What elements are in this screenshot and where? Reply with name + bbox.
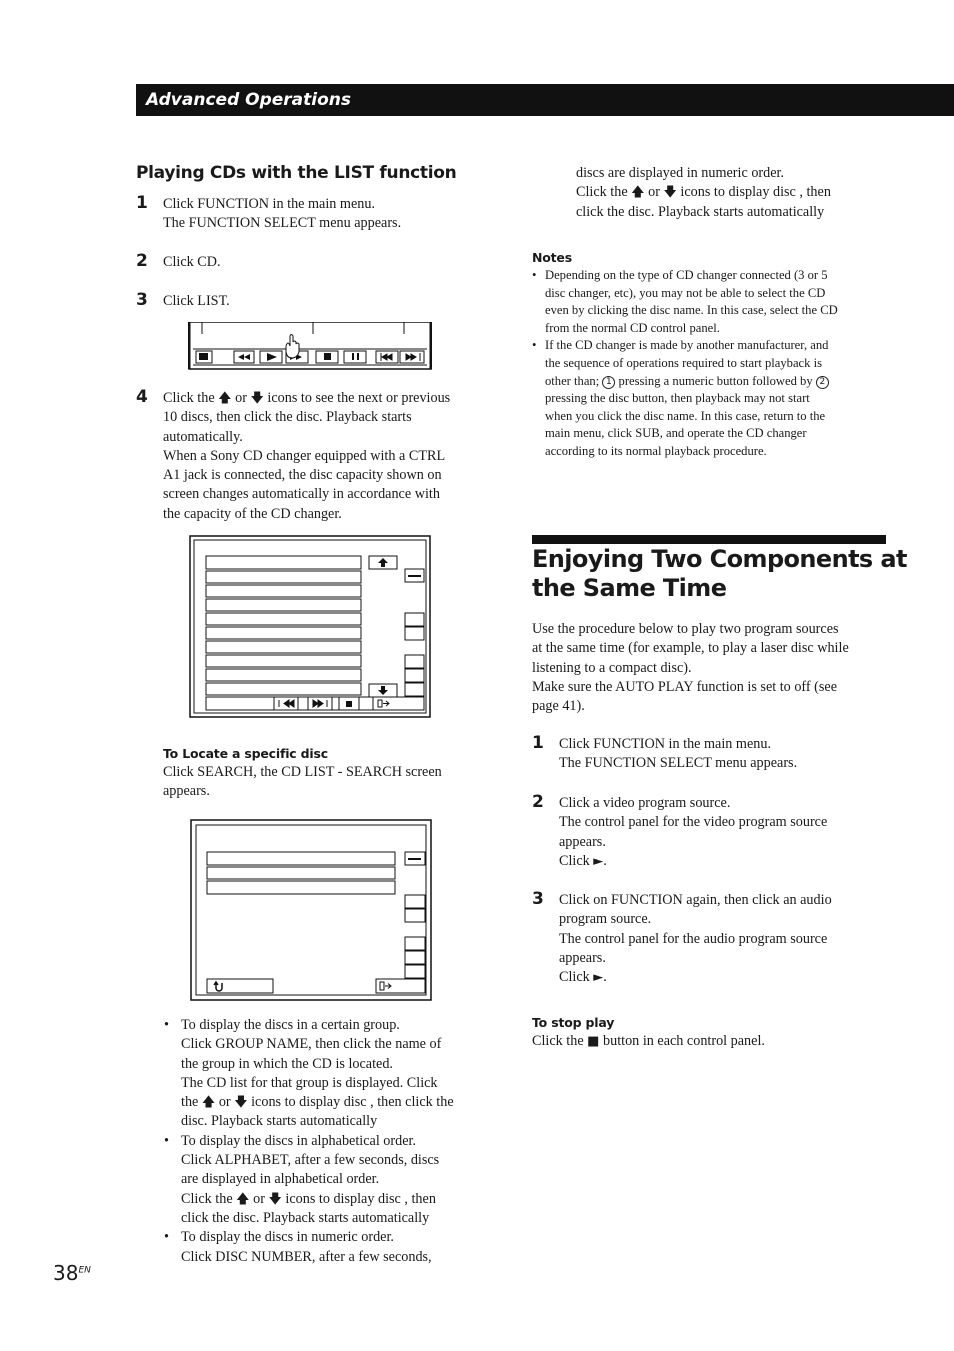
down-arrow-icon: 🡇: [250, 391, 264, 406]
bullet-continuation: discs are displayed in numeric order. Click the 🡅 or 🡇 icons to display disc , then click the disc. Playback starts automatically: [576, 165, 831, 220]
down-arrow-icon: 🡇: [663, 185, 677, 201]
step-text: Click FUNCTION in the main menu. The FUNCTION SELECT menu appears.: [559, 736, 798, 772]
step-number: 2: [532, 792, 544, 812]
step-text: Click LIST.: [163, 293, 230, 309]
bullet-list-group: • To display the discs in a certain group. Click GROUP NAME, then click the name of the group in which the CD is located. The CD list for that group is displayed. Click the 🡅 or 🡇 icons to display disc , then click the disc. Playback starts automatically • To display the discs in alphabetical order. Click ALPHABET, after a few seconds, discs are displayed in alphabetical order. Click the 🡅 or 🡇 icons to display disc , then click the disc. Playback starts automatically • To display the discs in numeric order. Click DISC NUMBER, after a few seconds,: [164, 1017, 454, 1265]
step-text: Click FUNCTION in the main menu. The FUNCTION SELECT menu appears.: [163, 196, 402, 232]
step-number: 3: [136, 290, 148, 310]
step-number: 2: [136, 251, 148, 271]
play-icon: ►: [593, 853, 604, 869]
list-function-heading: Playing CDs with the LIST function: [136, 163, 457, 183]
step-text: Click the 🡅 or 🡇 icons to see the next or previous 10 discs, then click the disc. Playback starts automatically. When a Sony CD changer equipped with a CTRL A1 jack is connected, the disc capacity shown on screen changes automatically in accordance with the capacity of the CD changer.: [163, 390, 451, 522]
down-arrow-icon: 🡇: [234, 1095, 248, 1111]
step-text: Click on FUNCTION again, then click an audio program source. The control panel for the audio program source appears. Click ►.: [559, 892, 832, 986]
cd-control-panel-illustration: [188, 322, 432, 370]
up-arrow-icon: 🡅: [218, 391, 232, 406]
section-rule: [532, 535, 886, 544]
up-arrow-icon: 🡅: [201, 1095, 216, 1111]
circled-number-one: 1: [602, 376, 615, 389]
notes-list: • Depending on the type of CD changer connected (3 or 5 disc changer, etc), you may not be able to select the CD even by clicking the disc name. In this case, select the CD from the normal CD control panel. • If the CD changer is made by another manufacturer, and the sequence of operations required to start playback is other than; 1 pressing a numeric button followed by 2 pressing the disc button, then playback may not start when you click the disc name. In this case, return to the main menu, click SUB, and operate the CD changer according to its normal playback procedure.: [532, 268, 838, 458]
play-icon: ►: [593, 970, 604, 986]
section-header-title: Advanced Operations: [146, 90, 352, 110]
locate-disc-heading: To Locate a specific disc: [163, 746, 328, 761]
section-intro: Use the procedure below to play two program sources at the same time (for example, to play a laser disc while listening to a compact disc). Make sure the AUTO PLAY function is set to off (see page 41).: [532, 621, 849, 715]
step-text: Click CD.: [163, 254, 221, 270]
stop-icon: ■: [587, 1034, 600, 1049]
cd-list-search-screen-illustration: [190, 819, 432, 1001]
down-arrow-icon: 🡇: [268, 1191, 282, 1207]
up-arrow-icon: 🡅: [631, 185, 645, 201]
page-number: $38^{EN}$: [53, 1261, 91, 1285]
step-text: Click a video program source. The control panel for the video program source appears. Click ►.: [559, 795, 828, 869]
stop-play-heading: To stop play: [532, 1015, 615, 1030]
step-number: 1: [532, 733, 544, 753]
circled-number-two: 2: [816, 376, 829, 389]
notes-heading: Notes: [532, 250, 572, 265]
cd-list-screen-illustration: [189, 535, 431, 718]
step-number: 4: [136, 387, 148, 407]
stop-play-text: Click the ■ button in each control panel.: [532, 1033, 765, 1049]
section-title: Enjoying Two Components at the Same Time: [532, 545, 907, 602]
step-number: 3: [532, 889, 544, 909]
locate-disc-text: Click SEARCH, the CD LIST - SEARCH screen appears.: [163, 764, 442, 800]
step-number: 1: [136, 193, 148, 213]
up-arrow-icon: 🡅: [236, 1191, 250, 1207]
